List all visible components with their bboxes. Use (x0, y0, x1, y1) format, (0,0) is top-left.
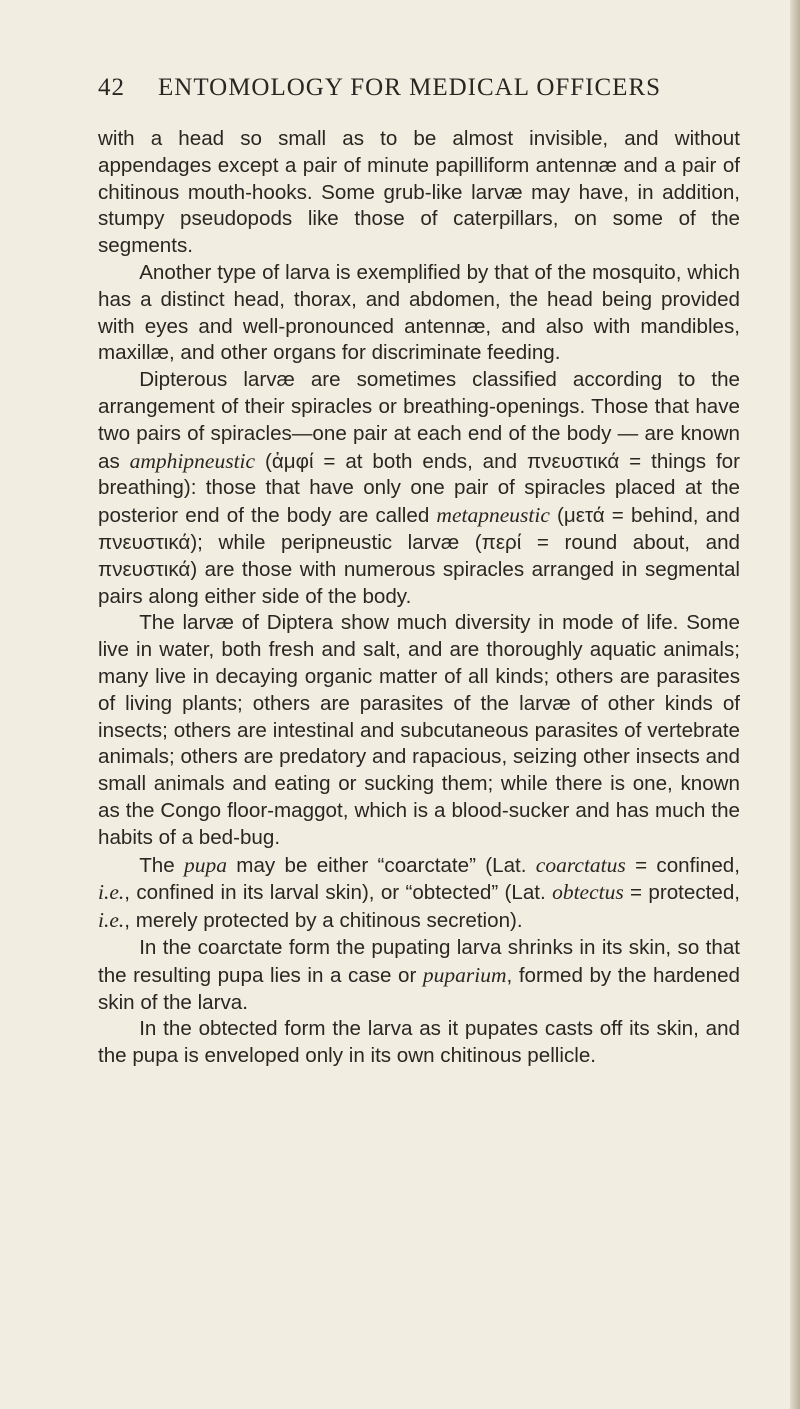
running-head (98, 74, 738, 114)
body-text (98, 126, 740, 1070)
text-run: In the coarctate form the pupating larva shrinks in its skin, so that the resulting pupa lies in a case or (98, 935, 740, 987)
page-edge (790, 0, 800, 1409)
abbr-ie: i.e. (98, 880, 125, 905)
text-run: (ἀμφί = at both ends, and πνευστικά = things for breathing): those that have only one pair of spiracles placed at the posterior end of the body are called (98, 449, 740, 528)
term-puparium: puparium (422, 962, 507, 987)
text-run: may be either “coarctate” (Lat. (226, 853, 536, 877)
term-coarctatus: coarctatus (535, 852, 626, 877)
term-obtectus: obtectus (552, 880, 624, 905)
text-run: = confined, (625, 853, 740, 877)
text-run: , confined in its larval skin), or “obtected” (Lat. (124, 881, 553, 905)
paragraph-coarctate-form (98, 935, 740, 1016)
paragraph-larval-habits: The larvæ of Diptera show much diversity in mode of life. Some live in water, both fresh and salt, and are thoroughly aquatic animals; many live in decaying organic matter of all kinds; others are parasites of living plants; others are parasites of the larvæ of other kinds of insects; others are intestinal and subcutaneous parasites of vertebrate animals; others are predatory and rapacious, seizing other insects and small animals and eating or sucking them; while there is one, known as the Congo floor-maggot, which is a blood-sucker and has much the habits of a bed-bug. (98, 611, 740, 849)
running-title: ENTOMOLOGY FOR MEDICAL OFFICERS (158, 74, 662, 101)
text-run: (μετά = behind, and πνευστικά); while peripneustic larvæ (περί = round about, and πνευστικά) are those with numerous spiracles arranged in segmental pairs along either side of the body. (98, 504, 740, 608)
text-run: The (139, 853, 184, 877)
paragraph-head-continuation: with a head so small as to be almost invisible, and without appendages except a pair of minute papilliform antennæ and a pair of chitinous mouth-hooks. Some grub-like larvæ may have, in addition, stumpy pseudopods like those of caterpillars, on some of the segments. (98, 127, 740, 258)
paragraph-pupa-types (98, 852, 740, 935)
paragraph-obtected-form: In the obtected form the larva as it pupates casts off its skin, and the pupa is enveloped only in its own chitinous pellicle. (98, 1017, 740, 1068)
term-metapneustic: metapneustic (436, 503, 550, 528)
text-run: , formed by the hardened skin of the larva. (98, 963, 740, 1014)
paragraph-spiracle-classification (98, 367, 740, 610)
page-number: 42 (98, 74, 125, 101)
term-amphipneustic: amphipneustic (129, 448, 256, 473)
text-run: = protected, (623, 881, 740, 905)
paragraph-mosquito-larva: Another type of larva is exemplified by that of the mosquito, which has a distinct head, thorax, and abdomen, the head being provided with eyes and well-pronounced antennæ, and also with mandibles, maxillæ, and other organs for discriminate feeding. (98, 260, 740, 365)
abbr-ie: i.e. (98, 908, 125, 933)
term-pupa: pupa (183, 852, 227, 877)
text-run: , merely protected by a chitinous secretion). (124, 909, 523, 933)
text-run: Dipterous larvæ are sometimes classified according to the arrangement of their spiracles or breathing-openings. Those that have two pairs of spiracles—one pair at each end of the body — are known as (98, 368, 740, 473)
